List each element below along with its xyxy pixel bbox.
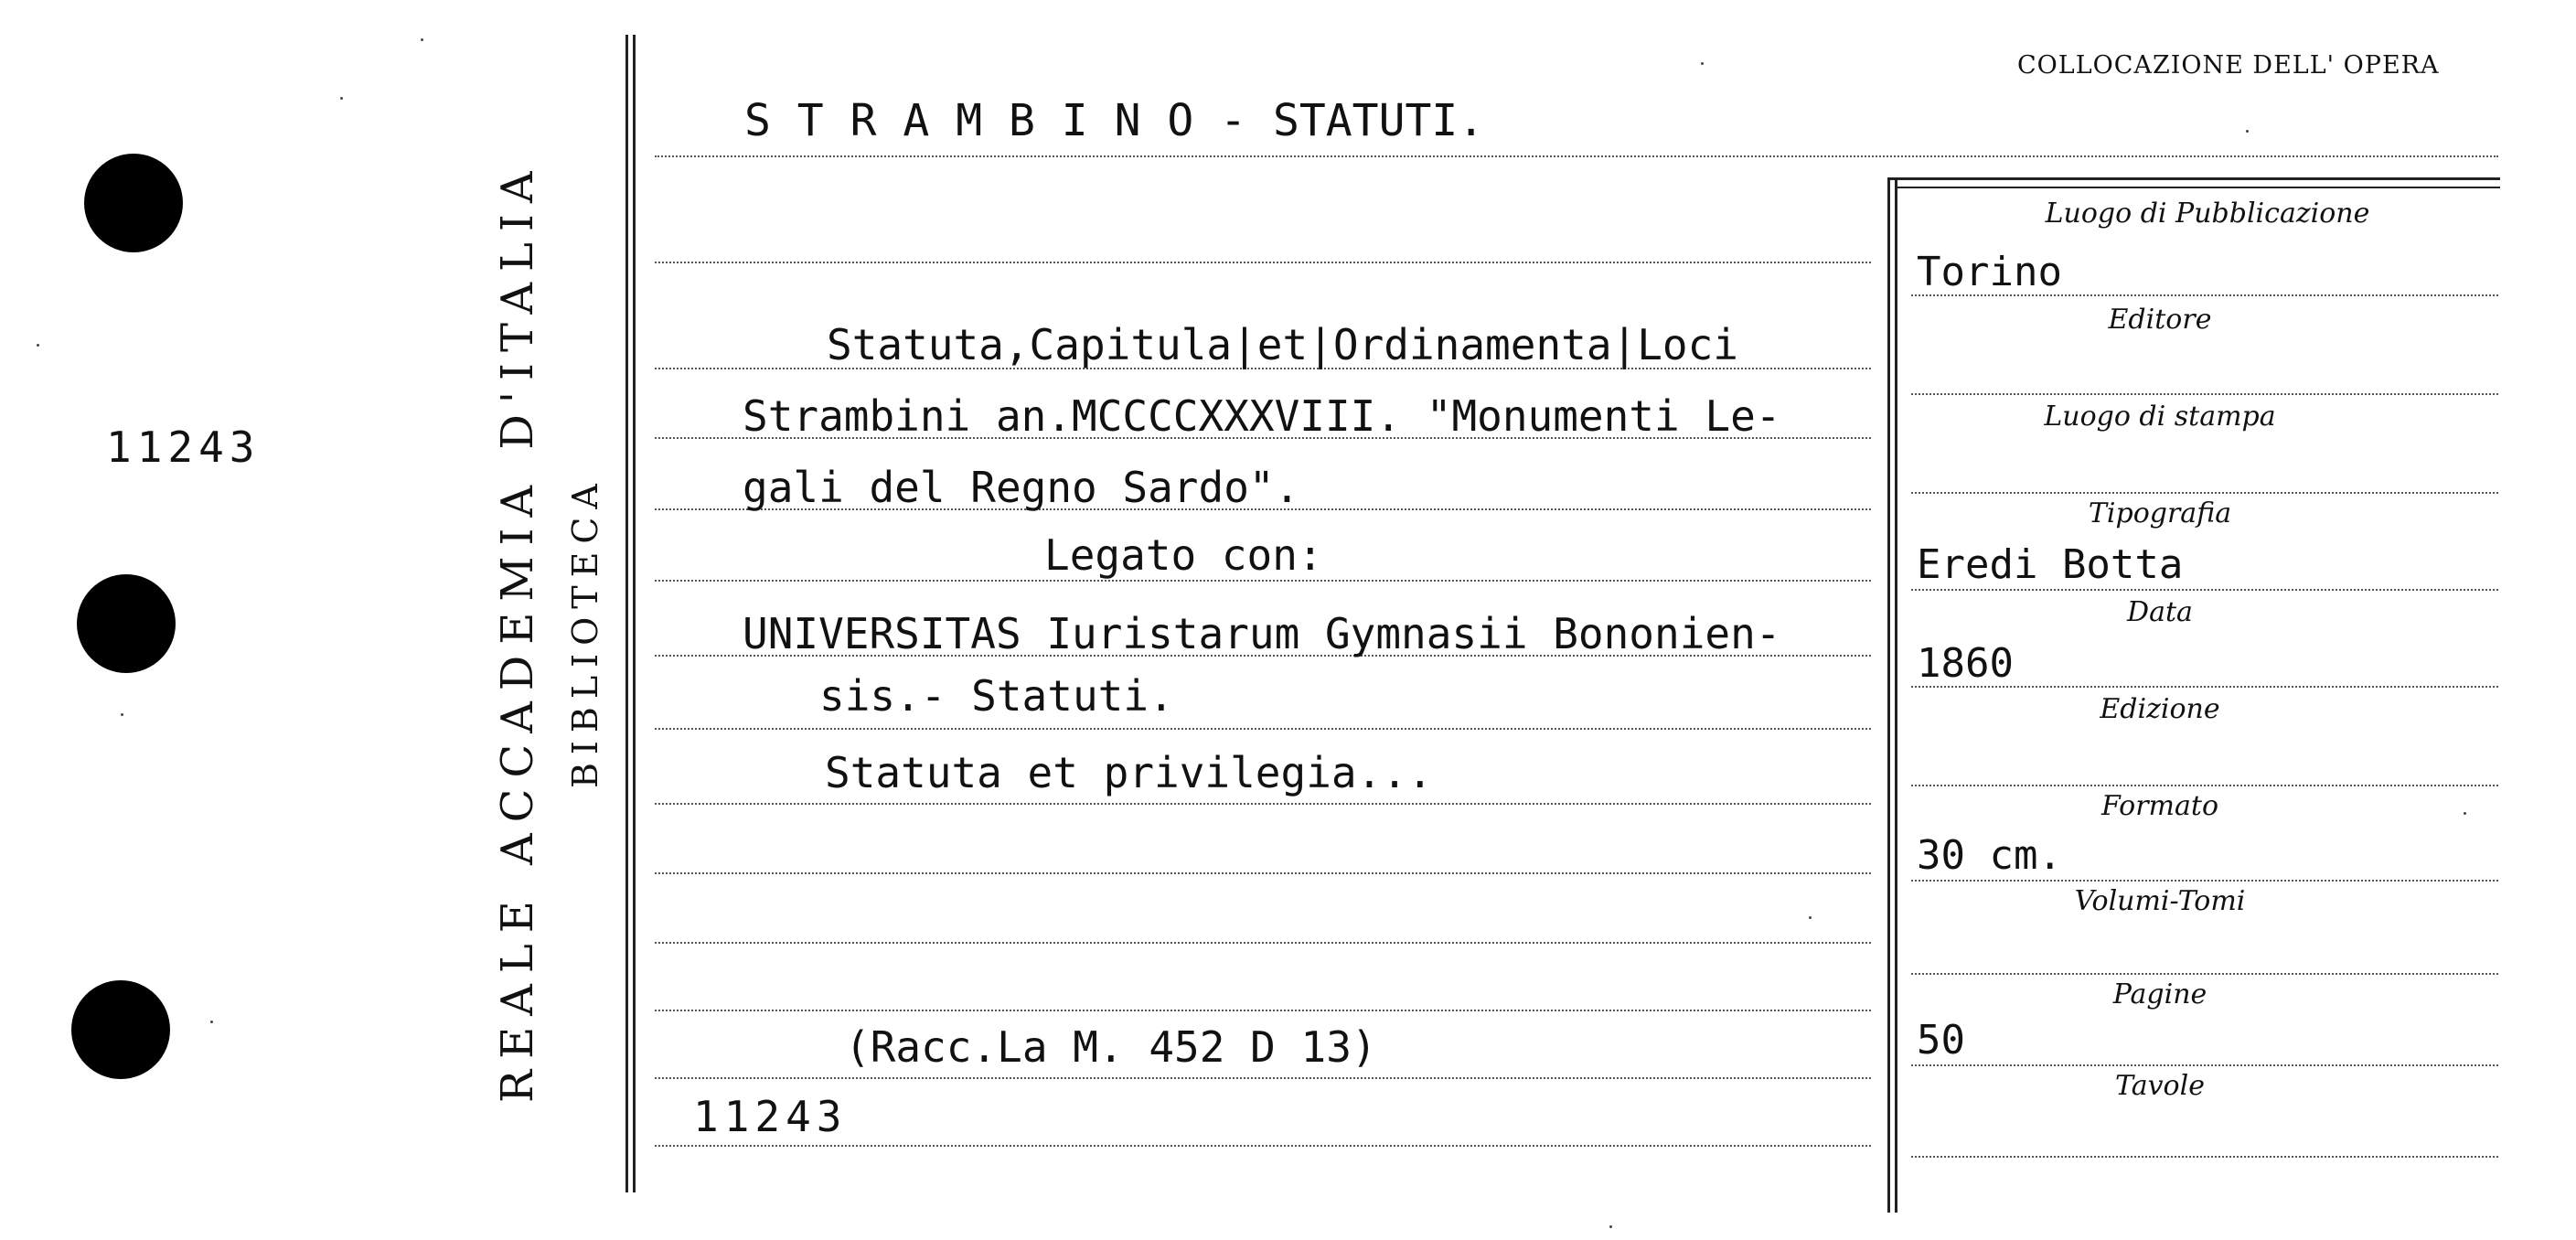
field-value-formato: 30 cm. [1917, 832, 2062, 879]
left-rule [633, 35, 636, 1192]
ruled-line [655, 803, 1871, 805]
scan-speck [2464, 812, 2466, 815]
body-line: Legato con: [1044, 530, 1323, 580]
field-rule [1911, 785, 2498, 786]
field-value-tipografia: Eredi Botta [1917, 541, 2184, 588]
right-panel-rule [1887, 179, 1890, 1213]
punch-hole [77, 574, 176, 673]
shelfmark: (Racc.La M. 452 D 13) [845, 1022, 1377, 1072]
footer-inventory-number: 11243 [693, 1092, 848, 1141]
ruled-line [655, 1010, 1871, 1011]
right-panel-rule [1895, 179, 1897, 1213]
field-label-luogo-pubblicazione: Luogo di Pubblicazione [2045, 198, 2370, 230]
scan-speck [1701, 62, 1704, 65]
body-line: Statuta,Capitula|et|Ordinamenta|Loci [827, 320, 1738, 369]
ruled-line [655, 1077, 1871, 1079]
field-rule [1911, 973, 2498, 975]
scan-speck [210, 1021, 213, 1023]
body-line: Strambini an.MCCCCXXXVIII. "Monumenti Le- [743, 391, 1781, 441]
ruled-line [655, 728, 1871, 730]
body-line: gali del Regno Sardo". [743, 463, 1300, 512]
right-panel-top-rule [1895, 187, 2500, 188]
scan-speck [421, 38, 423, 41]
field-label-tipografia: Tipografia [2088, 497, 2232, 529]
field-value-pagine: 50 [1917, 1017, 1965, 1064]
ruled-line [655, 262, 1871, 263]
field-label-data: Data [2127, 596, 2193, 628]
ruled-line [655, 1145, 1871, 1147]
field-rule [1911, 880, 2498, 882]
ruled-line [655, 580, 1871, 582]
title-line-rule [655, 155, 2498, 157]
scan-speck [121, 713, 123, 716]
field-label-luogo-stampa: Luogo di stampa [2044, 401, 2276, 433]
department-heading: BIBLIOTECA [565, 476, 605, 788]
ruled-line [655, 872, 1871, 874]
field-rule [1911, 492, 2498, 494]
field-rule [1911, 1064, 2498, 1066]
field-rule [1911, 393, 2498, 395]
scan-speck [2246, 130, 2249, 133]
field-rule [1911, 1156, 2498, 1158]
scan-speck [1809, 916, 1812, 919]
left-rule [625, 35, 628, 1192]
scan-speck [37, 344, 39, 347]
punch-hole [71, 980, 170, 1079]
field-label-formato: Formato [2100, 790, 2219, 822]
collocation-label: COLLOCAZIONE DELL' OPERA [2017, 51, 2440, 80]
side-inventory-number: 11243 [106, 422, 261, 472]
institution-heading: REALE ACCADEMIA D'ITALIA [492, 160, 543, 1103]
scan-speck [340, 97, 343, 100]
right-panel-top-rule [1887, 177, 2500, 180]
body-line: sis.- Statuti. [819, 671, 1174, 721]
field-label-tavole: Tavole [2115, 1070, 2205, 1102]
field-label-editore: Editore [2108, 304, 2212, 336]
field-label-volumi-tomi: Volumi-Tomi [2074, 885, 2246, 917]
field-label-edizione: Edizione [2100, 693, 2220, 725]
punch-hole [84, 154, 183, 252]
body-line: Statuta et privilegia... [825, 748, 1433, 797]
ruled-line [655, 942, 1871, 944]
body-line: UNIVERSITAS Iuristarum Gymnasii Bononien- [743, 609, 1781, 658]
card-title: S T R A M B I N O - STATUTI. [744, 95, 1485, 146]
field-label-pagine: Pagine [2112, 978, 2207, 1010]
field-value-luogo-pubblicazione: Torino [1917, 249, 2062, 295]
field-rule [1911, 589, 2498, 591]
scan-speck [1609, 1225, 1612, 1228]
field-value-data: 1860 [1917, 640, 2014, 687]
